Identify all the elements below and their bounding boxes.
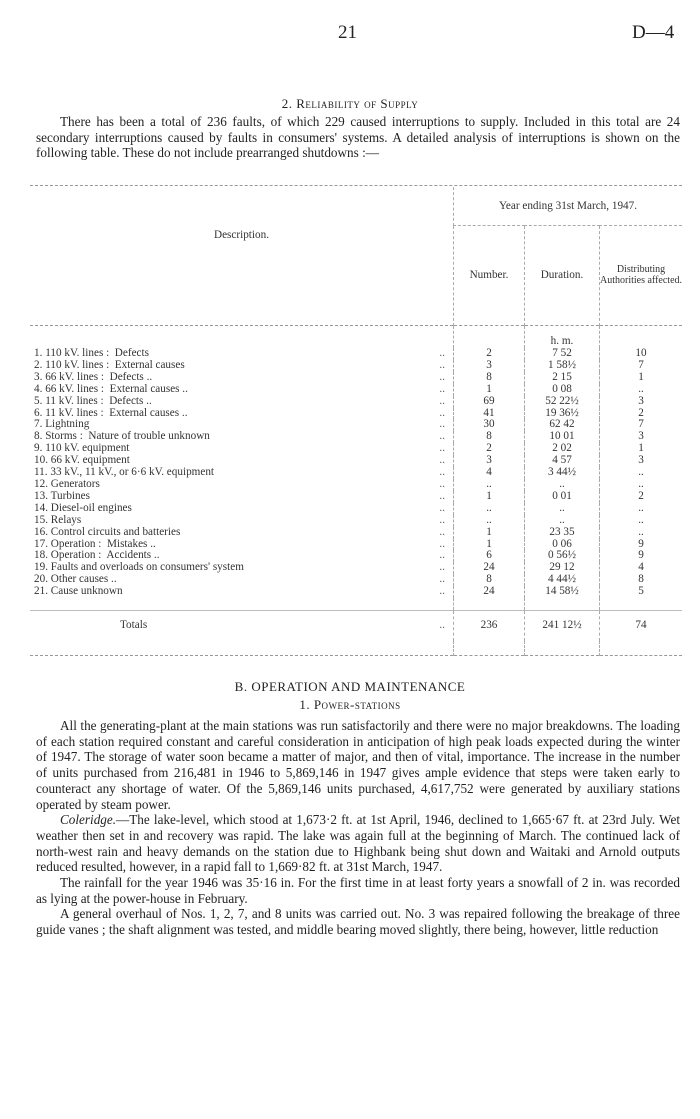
leader-dots: .. (439, 382, 445, 395)
paragraph-text: All the generating-plant at the main stations was run satisfactorily and there were no major breakdowns. The loading of each station required constant and careful consideration in anticipation of high peak loads expected during the winter of 1947. The storage of water soon became a matter of major, and then of vital, importance. The increase in the number of units purchased from 216,481 in 1946 to 5,869,146 in 1947 gives ample evidence that steps were taken early to counteract any shortage of water. Of the 5,869,146 units purchased, 4,617,752 were generated by auxiliary stations operated by steam power. (36, 718, 680, 812)
row-description: 9. 110 kV. equipment (34, 442, 130, 455)
leader-dots: .. (439, 549, 445, 562)
paragraph-text: There has been a total of 236 faults, of which 229 caused interruptions to supply. Included in this total are 24 secondary interruptions caused by faults in consumers' systems. A detailed analysis of interruptions is shown on the following table. These do not include prearranged shutdowns :— (36, 114, 680, 161)
table-row (30, 467, 682, 479)
leader-dots: .. (439, 370, 445, 383)
row-description: 2. 110 kV. lines : External causes (34, 358, 185, 371)
cell-distributing: .. (600, 515, 683, 527)
cell-number: 1 (454, 384, 525, 396)
cell-number: 2 (454, 443, 525, 455)
cell-duration: .. (525, 515, 600, 527)
cell-distributing: 8 (600, 574, 683, 586)
row-description: 12. Generators (34, 477, 100, 490)
table-row (30, 562, 682, 574)
coleridge-label: Coleridge. (60, 812, 117, 828)
header-distributing: Distributing Authorities affected. (600, 225, 683, 325)
row-description: 21. Cause unknown (34, 585, 123, 598)
row-description: 1. 110 kV. lines : Defects (34, 347, 149, 359)
leader-dots: .. (439, 573, 445, 586)
cell-distributing: 7 (600, 360, 683, 372)
row-description: 17. Operation : Mistakes .. (34, 537, 156, 550)
header-duration: Duration. (525, 225, 600, 325)
cell-number: .. (454, 479, 525, 491)
table-top-rule (30, 185, 682, 186)
leader-dots: .. (439, 477, 445, 490)
cell-number: 69 (454, 396, 525, 408)
row-description: 4. 66 kV. lines : External causes .. (34, 382, 188, 395)
subsection-power-stations: 1. Power-stations (299, 697, 401, 712)
table-row (30, 610, 682, 641)
leader-dots: .. (439, 394, 445, 407)
leader-dots: .. (439, 347, 445, 359)
row-description: 6. 11 kV. lines : External causes .. (34, 406, 188, 419)
cell-duration: 2 02 (525, 443, 600, 455)
cell-number: 41 (454, 408, 525, 420)
operation-paragraphs (36, 718, 680, 938)
table-row (30, 503, 682, 515)
cell-duration: 0 06 (525, 539, 600, 551)
leader-dots: .. (439, 442, 445, 455)
leader-dots: .. (439, 618, 445, 631)
cell-number: 6 (454, 550, 525, 562)
cell-duration: 10 01 (525, 431, 600, 443)
row-description: 8. Storms : Nature of trouble unknown (34, 430, 210, 443)
cell-duration: 62 42 (525, 419, 600, 431)
cell-number: 1 (454, 539, 525, 551)
cell-distributing: .. (600, 527, 683, 539)
cell-distributing: 1 (600, 372, 683, 384)
cell-number: 1 (454, 527, 525, 539)
leader-dots: .. (439, 585, 445, 598)
leader-dots: .. (439, 537, 445, 550)
duration-units: h. m. (525, 326, 600, 349)
leader-dots: .. (439, 513, 445, 526)
cell-duration: 0 01 (525, 491, 600, 503)
cell-distributing: 7 (600, 419, 683, 431)
cell-duration: 3 44½ (525, 467, 600, 479)
cell-number: 236 (454, 610, 525, 641)
leader-dots: .. (439, 561, 445, 574)
cell-distributing: 9 (600, 539, 683, 551)
cell-duration: 0 56½ (525, 550, 600, 562)
cell-number: 3 (454, 360, 525, 372)
row-description: 13. Turbines (34, 489, 90, 502)
cell-number: .. (454, 515, 525, 527)
cell-duration: .. (525, 503, 600, 515)
cell-distributing: 10 (600, 348, 683, 360)
cell-duration: 2 15 (525, 372, 600, 384)
reliability-paragraph (36, 114, 680, 161)
table-row (30, 479, 682, 491)
cell-distributing: 3 (600, 431, 683, 443)
cell-duration: 0 08 (525, 384, 600, 396)
leader-dots: .. (439, 489, 445, 502)
cell-distributing: .. (600, 384, 683, 396)
leader-dots: .. (439, 525, 445, 538)
cell-duration: 7 52 (525, 348, 600, 360)
leader-dots: .. (439, 501, 445, 514)
leader-dots: .. (439, 454, 445, 467)
leader-dots: .. (439, 430, 445, 443)
cell-distributing: .. (600, 503, 683, 515)
cell-number: 4 (454, 467, 525, 479)
cell-number: 8 (454, 372, 525, 384)
cell-distributing: 74 (600, 610, 683, 641)
cell-number: 30 (454, 419, 525, 431)
page-code: D—4 (632, 22, 675, 43)
cell-duration: 19 36½ (525, 408, 600, 420)
row-description: 5. 11 kV. lines : Defects .. (34, 394, 152, 407)
cell-duration: 29 12 (525, 562, 600, 574)
leader-dots: .. (439, 418, 445, 431)
row-description: 7. Lightning (34, 418, 90, 431)
cell-distributing: 2 (600, 408, 683, 420)
cell-distributing: 4 (600, 562, 683, 574)
section-title-reliability: 2. Reliability of Supply (281, 96, 419, 111)
paragraph-coleridge: Coleridge.—The lake-level, which stood at 1,673·2 ft. at 1st April, 1946, declined to 1,665·67 ft. at 23rd July. Wet weather then set in and recovery was rapid. The lake was again full at the beginning of March. The continued lack of north-west rain and heavy demands on the station due to Highbank being shut down and Waitaki and Arnold outputs reduced resulted, however, in a rapid fall to 1,669·82 ft. at 31st March, 1947. (36, 812, 680, 875)
cell-number: 8 (454, 574, 525, 586)
row-description: 18. Operation : Accidents .. (34, 549, 160, 562)
cell-distributing: 9 (600, 550, 683, 562)
header-number: Number. (454, 225, 525, 325)
paragraph-text: A general overhaul of Nos. 1, 2, 7, and 8 units was carried out. No. 3 was repaired following the breakage of three guide vanes ; the shaft alignment was tested, and middle bearing moved slightly, there being, however, little reduction (36, 906, 680, 938)
header-description: Description. (214, 229, 269, 241)
cell-distributing: .. (600, 479, 683, 491)
cell-duration: 52 22½ (525, 396, 600, 408)
cell-duration: .. (525, 479, 600, 491)
row-description: 10. 66 kV. equipment (34, 454, 130, 467)
cell-duration: 4 44½ (525, 574, 600, 586)
cell-distributing: .. (600, 467, 683, 479)
header-year-ending: Year ending 31st March, 1947. (454, 187, 683, 225)
leader-dots: .. (439, 406, 445, 419)
cell-number: 24 (454, 586, 525, 598)
cell-number: 8 (454, 431, 525, 443)
cell-duration: 14 58½ (525, 586, 600, 598)
row-description: 3. 66 kV. lines : Defects .. (34, 370, 153, 383)
cell-duration: 241 12½ (525, 610, 600, 641)
cell-number: 3 (454, 455, 525, 467)
cell-number: 2 (454, 348, 525, 360)
cell-distributing: 1 (600, 443, 683, 455)
interruptions-table (30, 187, 682, 656)
cell-duration: 4 57 (525, 455, 600, 467)
table-row (30, 586, 682, 598)
section-title-operation: B. OPERATION AND MAINTENANCE (234, 679, 466, 694)
cell-number: 24 (454, 562, 525, 574)
table-row (30, 408, 682, 420)
row-description: 20. Other causes .. (34, 573, 117, 586)
row-description: 15. Relays (34, 513, 82, 526)
paragraph-text: The rainfall for the year 1946 was 35·16 in. For the first time in at least forty years a snowfall of 2 in. was recorded as lying at the power-house in February. (36, 875, 680, 906)
row-description: 14. Diesel-oil engines (34, 501, 132, 514)
cell-number: .. (454, 503, 525, 515)
cell-distributing: 3 (600, 455, 683, 467)
cell-distributing: 3 (600, 396, 683, 408)
row-description: Totals (120, 618, 148, 631)
leader-dots: .. (439, 466, 445, 479)
leader-dots: .. (439, 358, 445, 371)
row-description: 11. 33 kV., 11 kV., or 6·6 kV. equipment (34, 466, 215, 479)
cell-distributing: 5 (600, 586, 683, 598)
paragraph-text: The lake-level, which stood at 1,673·2 ft. at 1st April, 1946, declined to 1,665·67 ft. at 23rd July. Wet weather then set in and recovery was rapid. The lake was again full at the beginning of March. The continued lack of north-west rain and heavy demands on the station due to Highbank being shut down and Waitaki and Arnold outputs reduced resulted, however, in a rapid fall to 1,669·82 ft. at 31st March, 1947. (36, 812, 680, 875)
row-description: 16. Control circuits and batteries (34, 525, 181, 538)
cell-duration: 1 58½ (525, 360, 600, 372)
table-row (30, 574, 682, 586)
cell-distributing: 2 (600, 491, 683, 503)
row-description: 19. Faults and overloads on consumers' system (34, 561, 244, 574)
cell-number: 1 (454, 491, 525, 503)
cell-duration: 23 35 (525, 527, 600, 539)
page-number: 21 (338, 22, 357, 43)
